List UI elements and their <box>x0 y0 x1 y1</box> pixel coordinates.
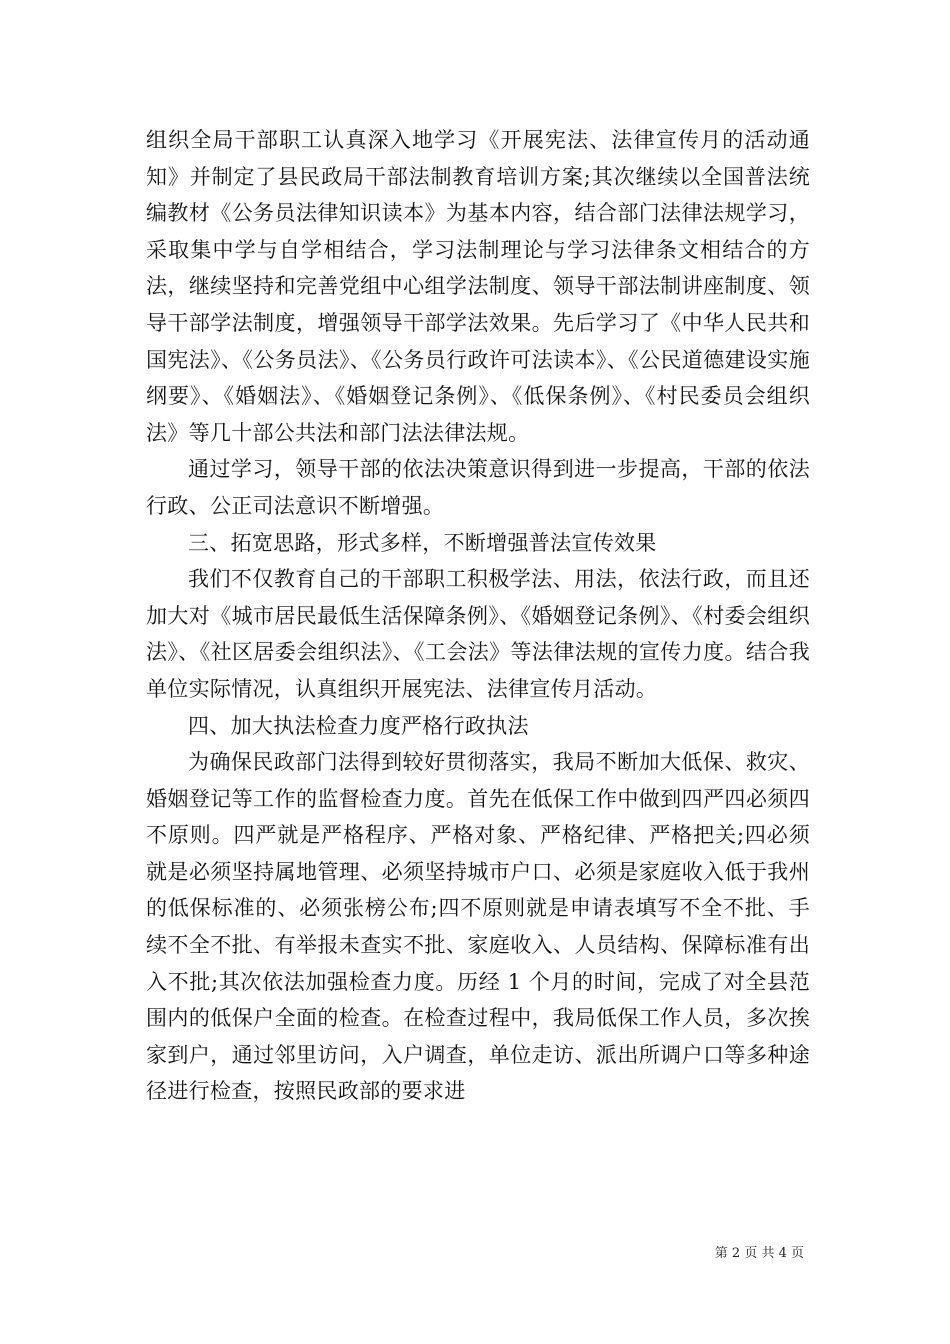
section-heading-3: 三、拓宽思路，形式多样，不断增强普法宣传效果 <box>188 530 657 555</box>
section-heading-4: 四、加大执法检查力度严格行政执法 <box>188 713 529 738</box>
paragraph-publicity: 我们不仅教育自己的干部职工积极学法、用法，依法行政，而且还加大对《城市居民最低生活保障条例》、《婚姻登记条例》、《村委会组织法》、《社区居委会组织法》、《工会法》等法律法规的宣传力度。结合我单位实际情况，认真组织开展宪法、法律宣传月活动。 <box>146 567 810 701</box>
paragraph-continuation: 组织全局干部职工认真深入地学习《开展宪法、法律宣传月的活动通知》并制定了县民政局干部法制教育培训方案;其次继续以全国普法统编教材《公务员法律知识读本》为基本内容，结合部门法律法规学习，采取集中学与自学相结合，学习法制理论与学习法律条文相结合的方法，继续坚持和完善党组中心组学法制度、领导干部法制讲座制度、领导干部学法制度，增强领导干部学法效果。先后学习了《中华人民共和国宪法》、《公务员法》、《公务员行政许可法读本》、《公民道德建设实施纲要》、《婚姻法》、《婚姻登记条例》、《低保条例》、《村民委员会组织法》等几十部公共法和部门法法律法规。 <box>146 128 810 445</box>
document-body <box>146 122 810 1110</box>
page-number-footer: 第 2 页 共 4 页 <box>714 1246 804 1261</box>
paragraph-study-result: 通过学习，领导干部的依法决策意识得到进一步提高，干部的依法行政、公正司法意识不断增强。 <box>146 457 810 518</box>
paragraph-enforcement: 为确保民政部门法得到较好贯彻落实，我局不断加大低保、救灾、婚姻登记等工作的监督检查力度。首先在低保工作中做到四严四必须四不原则。四严就是严格程序、严格对象、严格纪律、严格把关;四必须就是必须坚持属地管理、必须坚持城市户口、必须是家庭收入低于我州的低保标准的、必须张榜公布;四不原则就是申请表填写不全不批、手续不全不批、有举报未查实不批、家庭收入、人员结构、保障标准有出入不批;其次依法加强检查力度。历经 1 个月的时间，完成了对全县范围内的低保户全面的检查。在检查过程中，我局低保工作人员，多次挨家到户，通过邻里访问，入户调查，单位走访、派出所调户口等多种途径进行检查，按照民政部的要求进 <box>146 750 810 1104</box>
